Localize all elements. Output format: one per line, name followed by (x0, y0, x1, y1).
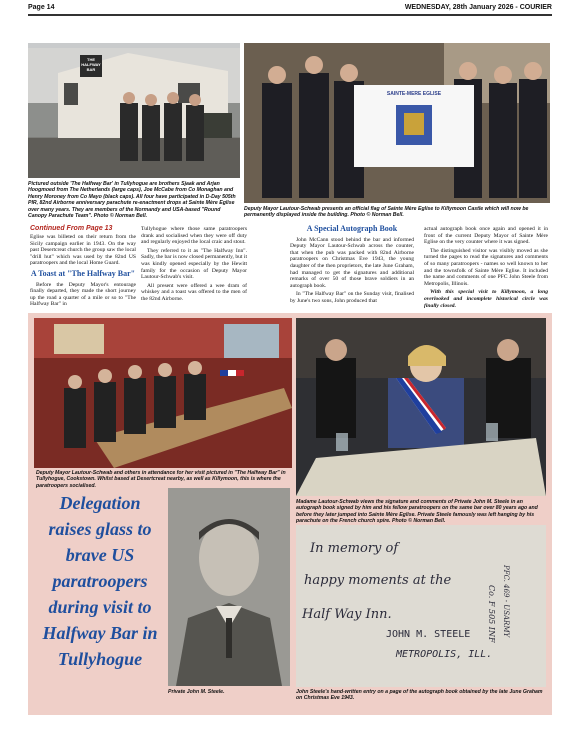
article-col-1 (30, 234, 136, 310)
pub-sign: THE HALFWAY BAR (81, 57, 101, 72)
dinner-photo-graphic (34, 318, 292, 468)
continued-kicker: Continued From Page 13 (30, 225, 113, 232)
signing-photo-graphic (296, 318, 546, 496)
col4-paragraph-2: The distinguished visitor was visibly moved as she turned the pages to read the signatures and comments of so many paratroopers - names so well known to her and the townsfolk of Sainte Mère Eglise. It included the name and comments of one PFC John Steele from Metropolis, Illinois. (424, 247, 548, 287)
autograph-line-6: Co. F 505 INF (487, 585, 496, 643)
portrait-photo (168, 488, 290, 686)
autograph-scan (296, 525, 546, 687)
flag-photo (244, 43, 550, 203)
pub-photo-graphic (28, 43, 240, 178)
autograph-line-7: PFC. 469 - USARMY (502, 565, 510, 638)
page-number: Page 14 (28, 4, 55, 11)
dateline: WEDNESDAY, 28th January 2026 - COURIER (404, 4, 552, 11)
pub-exterior-photo (28, 43, 240, 178)
autograph-line-2: happy moments at the (304, 573, 452, 588)
col1-paragraph-1: Eglise was billeted on their return from the Sicily campaign earlier in 1943. On the way past Desertcreat church the group saw the local "drill hut" which was used by the 82nd US paratroopers and the local Home Guard. (30, 234, 136, 267)
col2-paragraph-2: They referred to it as "The Halfway Inn". Sadly, the bar is now closed permanently, but it was kindly opened especially by the Hewitt family for the occasion of Deputy Mayor Lautour-Schwab's visit. (141, 247, 247, 281)
col3-paragraph-2: In "The Halfway Bar" on the Sunday visit, finalised by June's two sons, John produced that (290, 291, 414, 304)
signing-caption: Madame Lautour-Schwab views the signature and comments of Private John M. Steele in an autograph book signed by him and his fellow paratroopers on the same bar over 80 years ago and before they later jumped into Sainte Mère Eglise. Private Steele famously was left hanging by his parachute on the French church spire. Photo © Norman Bell. (296, 499, 538, 525)
headline: Delegation raises glass to brave US paratroopers during visit to Halfway Bar in Tullyhogue (42, 493, 158, 669)
autograph-line-1: In memory of (310, 541, 399, 556)
autograph-line-3: Half Way Inn. (302, 607, 392, 622)
flag-caption: Deputy Mayor Lautour-Schwab presents an official flag of Sainte Mère Eglise to Killymoon Castle which will now be permanently displayed inside the building. Photo © Norman Bell. (244, 206, 529, 219)
subhead-autograph: A Special Autograph Book (306, 224, 398, 233)
flag-photo-graphic (244, 43, 550, 203)
col4-paragraph-1: actual autograph book once again and opened it in front of the current Deputy Mayor of Sainte Mère Eglise on the very counter where it was signed. (424, 226, 548, 246)
col4-paragraph-3: With this special visit to Killymoon, a long overlooked and incomplete historical circle was finally closed. (424, 289, 548, 309)
autograph-caption: John Steele's hand-written entry on a page of the autograph book obtained by the late June Graham on Christmas Eve 1943. (296, 689, 543, 702)
col2-paragraph-3: All present were offered a wee dram of whiskey and a toast was offered to the men of the 82nd Airborne. (141, 282, 247, 302)
dinner-photo (34, 318, 292, 468)
autograph-line-5: METROPOLIS, ILL. (396, 649, 493, 660)
col1-paragraph-2: Before the Deputy Mayor's entourage finally departed, they made the short journey up the road a quarter of a mile or so to "The Halfway Bar" in (30, 281, 136, 308)
dinner-caption: Deputy Mayor Lautour-Schwab and others in attendance for her visit pictured in "The Halfway Bar" in Tullyhogue, Cookstown. Whilst based at Desertcreat nearby, as well as Killymoon, this is where the paratroopers socialised. (36, 470, 286, 489)
autograph-line-4: JOHN M. STEELE (386, 629, 471, 640)
article-col-2 (141, 226, 247, 305)
portrait-caption: Private John M. Steele. (168, 689, 225, 695)
article-col-4 (424, 226, 548, 311)
flag-text: SAINTE-MERE EGLISE (386, 91, 442, 97)
pub-caption: Pictured outside 'The Halfway Bar' in Tullyhogue are brothers Sjaak and Arjan Hoogmoed from The Netherlands (large caps), Joe McCabe from Co Monaghan and Henry Moroney from Co Mayo (black caps). All four have participated in D-Day 505th PIR, 82nd Airborne anniversary parachute re-enactment drops at Sainte Mère Eglise over many years. They are members of the Normandy and USA-based "Round Canopy Parachute Team". Photo © Norman Bell. (28, 181, 236, 220)
page-header (28, 0, 552, 16)
portrait-graphic (168, 488, 290, 686)
col3-paragraph-1: John McCann stood behind the bar and informed Deputy Mayor Lautour-Schwab across the counter, that when the pub was packed with 82nd Airborne paratroopers on Christmas Eve 1943, the young daughter of the then proprietors, the late June Graham, had managed to get the signatures and additional remarks of over 50 of those brave soldiers in an autograph book. (290, 236, 414, 289)
col2-paragraph-1: Tullyhogue where those same paratroopers drank and socialised when they were off duty and regularly enjoyed the local craic and stout. (141, 226, 247, 246)
article-col-3 (290, 226, 414, 307)
subhead-toast: A Toast at "The Halfway Bar" (30, 268, 136, 278)
signing-photo (296, 318, 546, 496)
